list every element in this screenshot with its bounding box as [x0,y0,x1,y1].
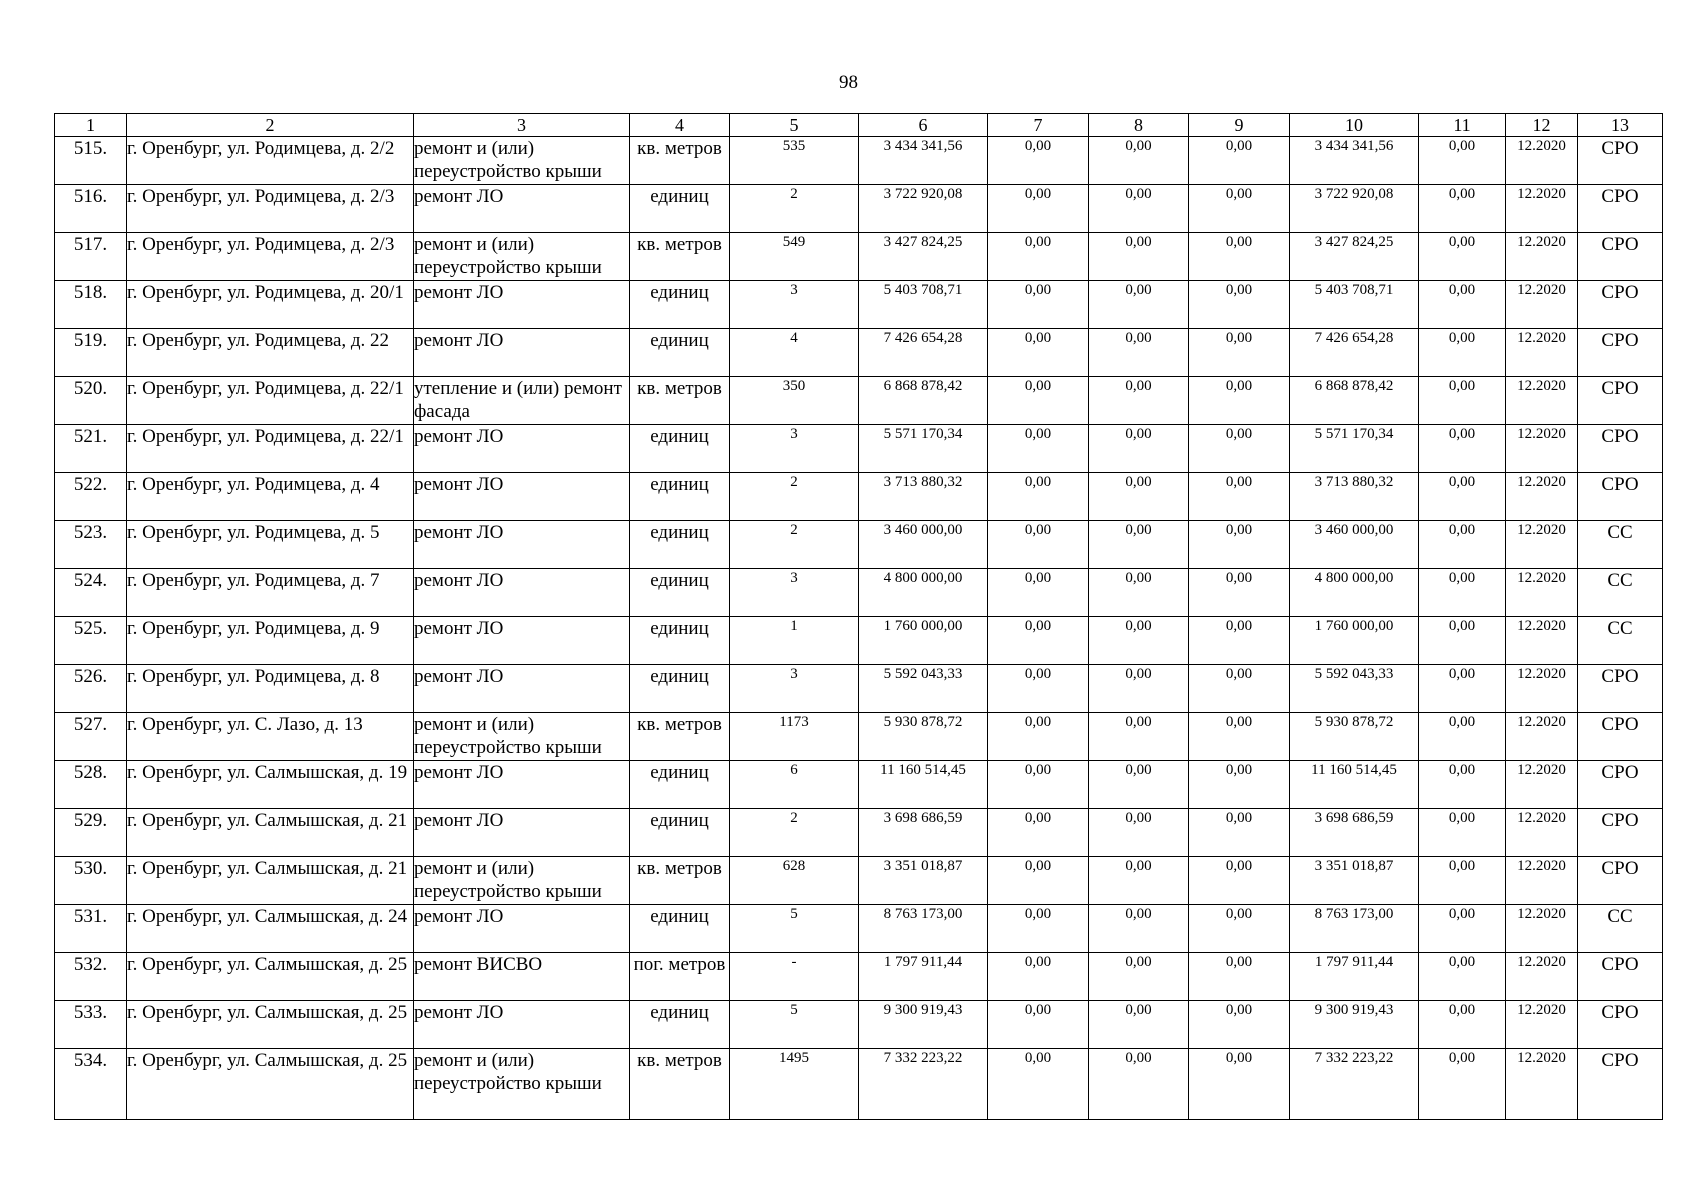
unit-cell: кв. метров [630,137,730,185]
col11-cell: 0,00 [1419,1049,1506,1120]
address-cell: г. Оренбург, ул. Родимцева, д. 22 [127,329,414,377]
quantity-cell: 1495 [730,1049,859,1120]
column-number-cell: 11 [1419,114,1506,137]
column-number-cell: 2 [127,114,414,137]
row-number: 525. [55,617,127,665]
deadline-cell: 12.2020 [1506,521,1578,569]
table-row [55,1049,1663,1120]
address-cell: г. Оренбург, ул. С. Лазо, д. 13 [127,713,414,761]
col7-cell: 0,00 [988,329,1089,377]
total-cost-cell: 4 800 000,00 [859,569,988,617]
total-cost-cell: 3 698 686,59 [859,809,988,857]
column-number-cell: 12 [1506,114,1578,137]
work-type-cell: ремонт ЛО [414,617,630,665]
col11-cell: 0,00 [1419,857,1506,905]
funding-type-cell: СРО [1578,809,1663,857]
total-cost-cell: 3 434 341,56 [859,137,988,185]
address-cell: г. Оренбург, ул. Салмышская, д. 21 [127,809,414,857]
address-cell: г. Оренбург, ул. Родимцева, д. 7 [127,569,414,617]
address-cell: г. Оренбург, ул. Родимцева, д. 20/1 [127,281,414,329]
col11-cell: 0,00 [1419,809,1506,857]
quantity-cell: 2 [730,185,859,233]
quantity-cell: 3 [730,281,859,329]
col8-cell: 0,00 [1089,329,1189,377]
quantity-cell: 4 [730,329,859,377]
deadline-cell: 12.2020 [1506,185,1578,233]
quantity-cell: 5 [730,1001,859,1049]
funding-type-cell: СРО [1578,1001,1663,1049]
address-cell: г. Оренбург, ул. Родимцева, д. 22/1 [127,425,414,473]
work-type-cell: ремонт ЛО [414,521,630,569]
col10-cell: 3 427 824,25 [1290,233,1419,281]
unit-cell: единиц [630,809,730,857]
col11-cell: 0,00 [1419,905,1506,953]
address-cell: г. Оренбург, ул. Родимцева, д. 8 [127,665,414,713]
funding-type-cell: СРО [1578,761,1663,809]
col11-cell: 0,00 [1419,137,1506,185]
col8-cell: 0,00 [1089,473,1189,521]
total-cost-cell: 11 160 514,45 [859,761,988,809]
work-type-cell: ремонт и (или) переустройство крыши [414,137,630,185]
work-type-cell: ремонт ЛО [414,329,630,377]
work-type-cell: ремонт ЛО [414,569,630,617]
col11-cell: 0,00 [1419,425,1506,473]
col7-cell: 0,00 [988,905,1089,953]
col7-cell: 0,00 [988,713,1089,761]
col9-cell: 0,00 [1189,329,1290,377]
column-number-cell: 13 [1578,114,1663,137]
table-row [55,329,1663,377]
col10-cell: 5 930 878,72 [1290,713,1419,761]
col9-cell: 0,00 [1189,665,1290,713]
col8-cell: 0,00 [1089,1001,1189,1049]
address-cell: г. Оренбург, ул. Салмышская, д. 25 [127,1001,414,1049]
col11-cell: 0,00 [1419,377,1506,425]
quantity-cell: 1173 [730,713,859,761]
funding-type-cell: СС [1578,905,1663,953]
work-type-cell: ремонт и (или) переустройство крыши [414,233,630,281]
row-number: 518. [55,281,127,329]
unit-cell: единиц [630,329,730,377]
col10-cell: 5 592 043,33 [1290,665,1419,713]
col11-cell: 0,00 [1419,329,1506,377]
col7-cell: 0,00 [988,617,1089,665]
work-type-cell: ремонт ВИСВО [414,953,630,1001]
quantity-cell: 3 [730,665,859,713]
col8-cell: 0,00 [1089,857,1189,905]
col11-cell: 0,00 [1419,713,1506,761]
col8-cell: 0,00 [1089,377,1189,425]
total-cost-cell: 7 332 223,22 [859,1049,988,1120]
deadline-cell: 12.2020 [1506,761,1578,809]
unit-cell: единиц [630,665,730,713]
work-type-cell: ремонт ЛО [414,425,630,473]
table-row [55,233,1663,281]
col7-cell: 0,00 [988,1049,1089,1120]
col8-cell: 0,00 [1089,137,1189,185]
col7-cell: 0,00 [988,953,1089,1001]
total-cost-cell: 3 427 824,25 [859,233,988,281]
col10-cell: 9 300 919,43 [1290,1001,1419,1049]
address-cell: г. Оренбург, ул. Родимцева, д. 2/2 [127,137,414,185]
unit-cell: кв. метров [630,857,730,905]
total-cost-cell: 5 930 878,72 [859,713,988,761]
unit-cell: единиц [630,569,730,617]
column-number-cell: 10 [1290,114,1419,137]
work-type-cell: ремонт и (или) переустройство крыши [414,1049,630,1120]
funding-type-cell: СС [1578,521,1663,569]
col10-cell: 1 797 911,44 [1290,953,1419,1001]
col9-cell: 0,00 [1189,377,1290,425]
total-cost-cell: 8 763 173,00 [859,905,988,953]
col7-cell: 0,00 [988,1001,1089,1049]
column-number-row [55,114,1663,137]
col9-cell: 0,00 [1189,953,1290,1001]
work-type-cell: ремонт ЛО [414,1001,630,1049]
work-type-cell: утепление и (или) ремонт фасада [414,377,630,425]
unit-cell: единиц [630,521,730,569]
col8-cell: 0,00 [1089,665,1189,713]
table-row [55,521,1663,569]
address-cell: г. Оренбург, ул. Родимцева, д. 4 [127,473,414,521]
col11-cell: 0,00 [1419,473,1506,521]
row-number: 522. [55,473,127,521]
col11-cell: 0,00 [1419,617,1506,665]
deadline-cell: 12.2020 [1506,377,1578,425]
row-number: 521. [55,425,127,473]
work-type-cell: ремонт ЛО [414,281,630,329]
col10-cell: 4 800 000,00 [1290,569,1419,617]
address-cell: г. Оренбург, ул. Родимцева, д. 9 [127,617,414,665]
address-cell: г. Оренбург, ул. Родимцева, д. 22/1 [127,377,414,425]
quantity-cell: 350 [730,377,859,425]
deadline-cell: 12.2020 [1506,617,1578,665]
total-cost-cell: 1 797 911,44 [859,953,988,1001]
total-cost-cell: 3 460 000,00 [859,521,988,569]
address-cell: г. Оренбург, ул. Салмышская, д. 24 [127,905,414,953]
col10-cell: 11 160 514,45 [1290,761,1419,809]
deadline-cell: 12.2020 [1506,473,1578,521]
row-number: 529. [55,809,127,857]
col9-cell: 0,00 [1189,617,1290,665]
table-row [55,809,1663,857]
col8-cell: 0,00 [1089,425,1189,473]
col8-cell: 0,00 [1089,521,1189,569]
quantity-cell: 5 [730,905,859,953]
total-cost-cell: 9 300 919,43 [859,1001,988,1049]
row-number: 524. [55,569,127,617]
row-number: 520. [55,377,127,425]
column-number-cell: 4 [630,114,730,137]
col11-cell: 0,00 [1419,953,1506,1001]
col8-cell: 0,00 [1089,761,1189,809]
deadline-cell: 12.2020 [1506,713,1578,761]
col7-cell: 0,00 [988,425,1089,473]
row-number: 527. [55,713,127,761]
unit-cell: единиц [630,185,730,233]
funding-type-cell: СРО [1578,185,1663,233]
table-row [55,377,1663,425]
work-type-cell: ремонт ЛО [414,905,630,953]
funding-type-cell: СРО [1578,713,1663,761]
funding-type-cell: СС [1578,569,1663,617]
deadline-cell: 12.2020 [1506,953,1578,1001]
col7-cell: 0,00 [988,377,1089,425]
col9-cell: 0,00 [1189,281,1290,329]
col11-cell: 0,00 [1419,569,1506,617]
total-cost-cell: 1 760 000,00 [859,617,988,665]
col8-cell: 0,00 [1089,905,1189,953]
col11-cell: 0,00 [1419,521,1506,569]
col7-cell: 0,00 [988,473,1089,521]
page-number: 98 [839,72,858,93]
work-type-cell: ремонт ЛО [414,185,630,233]
col8-cell: 0,00 [1089,1049,1189,1120]
total-cost-cell: 6 868 878,42 [859,377,988,425]
funding-type-cell: СРО [1578,473,1663,521]
work-type-cell: ремонт ЛО [414,665,630,713]
col11-cell: 0,00 [1419,1001,1506,1049]
row-number: 533. [55,1001,127,1049]
col7-cell: 0,00 [988,569,1089,617]
column-number-cell: 7 [988,114,1089,137]
total-cost-cell: 5 592 043,33 [859,665,988,713]
total-cost-cell: 5 571 170,34 [859,425,988,473]
column-number-cell: 1 [55,114,127,137]
unit-cell: единиц [630,1001,730,1049]
col9-cell: 0,00 [1189,857,1290,905]
table-row [55,281,1663,329]
funding-type-cell: СРО [1578,137,1663,185]
col7-cell: 0,00 [988,761,1089,809]
row-number: 515. [55,137,127,185]
unit-cell: единиц [630,473,730,521]
deadline-cell: 12.2020 [1506,329,1578,377]
quantity-cell: 2 [730,809,859,857]
row-number: 530. [55,857,127,905]
col10-cell: 3 434 341,56 [1290,137,1419,185]
table-row [55,137,1663,185]
deadline-cell: 12.2020 [1506,809,1578,857]
table-row [55,713,1663,761]
col9-cell: 0,00 [1189,569,1290,617]
funding-type-cell: СРО [1578,233,1663,281]
col8-cell: 0,00 [1089,809,1189,857]
work-type-cell: ремонт ЛО [414,473,630,521]
address-cell: г. Оренбург, ул. Салмышская, д. 25 [127,1049,414,1120]
table-row [55,905,1663,953]
unit-cell: единиц [630,617,730,665]
quantity-cell: 549 [730,233,859,281]
deadline-cell: 12.2020 [1506,569,1578,617]
unit-cell: единиц [630,281,730,329]
unit-cell: кв. метров [630,233,730,281]
col7-cell: 0,00 [988,857,1089,905]
funding-type-cell: СРО [1578,281,1663,329]
quantity-cell: 2 [730,473,859,521]
col10-cell: 5 403 708,71 [1290,281,1419,329]
total-cost-cell: 3 713 880,32 [859,473,988,521]
total-cost-cell: 5 403 708,71 [859,281,988,329]
quantity-cell: 1 [730,617,859,665]
col9-cell: 0,00 [1189,521,1290,569]
col9-cell: 0,00 [1189,1001,1290,1049]
unit-cell: кв. метров [630,1049,730,1120]
col8-cell: 0,00 [1089,185,1189,233]
address-cell: г. Оренбург, ул. Родимцева, д. 5 [127,521,414,569]
col8-cell: 0,00 [1089,569,1189,617]
funding-type-cell: СРО [1578,1049,1663,1120]
table-row [55,857,1663,905]
deadline-cell: 12.2020 [1506,665,1578,713]
col10-cell: 3 722 920,08 [1290,185,1419,233]
col8-cell: 0,00 [1089,953,1189,1001]
col11-cell: 0,00 [1419,233,1506,281]
column-number-cell: 6 [859,114,988,137]
col10-cell: 7 426 654,28 [1290,329,1419,377]
row-number: 534. [55,1049,127,1120]
deadline-cell: 12.2020 [1506,1001,1578,1049]
table-body [55,114,1663,1120]
col8-cell: 0,00 [1089,713,1189,761]
col11-cell: 0,00 [1419,761,1506,809]
col10-cell: 6 868 878,42 [1290,377,1419,425]
total-cost-cell: 3 351 018,87 [859,857,988,905]
col10-cell: 1 760 000,00 [1290,617,1419,665]
register-table [54,113,1663,1120]
col10-cell: 8 763 173,00 [1290,905,1419,953]
work-type-cell: ремонт ЛО [414,809,630,857]
table-row [55,1001,1663,1049]
deadline-cell: 12.2020 [1506,857,1578,905]
col11-cell: 0,00 [1419,665,1506,713]
column-number-cell: 3 [414,114,630,137]
deadline-cell: 12.2020 [1506,233,1578,281]
row-number: 526. [55,665,127,713]
funding-type-cell: СРО [1578,329,1663,377]
col11-cell: 0,00 [1419,281,1506,329]
table-row [55,425,1663,473]
deadline-cell: 12.2020 [1506,425,1578,473]
col8-cell: 0,00 [1089,281,1189,329]
col9-cell: 0,00 [1189,185,1290,233]
col10-cell: 3 713 880,32 [1290,473,1419,521]
col10-cell: 3 351 018,87 [1290,857,1419,905]
column-number-cell: 5 [730,114,859,137]
total-cost-cell: 3 722 920,08 [859,185,988,233]
col9-cell: 0,00 [1189,905,1290,953]
col7-cell: 0,00 [988,185,1089,233]
quantity-cell: - [730,953,859,1001]
col11-cell: 0,00 [1419,185,1506,233]
unit-cell: единиц [630,905,730,953]
deadline-cell: 12.2020 [1506,905,1578,953]
deadline-cell: 12.2020 [1506,137,1578,185]
column-number-cell: 8 [1089,114,1189,137]
col7-cell: 0,00 [988,137,1089,185]
row-number: 519. [55,329,127,377]
quantity-cell: 3 [730,569,859,617]
col9-cell: 0,00 [1189,425,1290,473]
table-row [55,953,1663,1001]
address-cell: г. Оренбург, ул. Родимцева, д. 2/3 [127,185,414,233]
col9-cell: 0,00 [1189,233,1290,281]
col8-cell: 0,00 [1089,617,1189,665]
col7-cell: 0,00 [988,665,1089,713]
address-cell: г. Оренбург, ул. Салмышская, д. 25 [127,953,414,1001]
quantity-cell: 6 [730,761,859,809]
col9-cell: 0,00 [1189,713,1290,761]
funding-type-cell: СРО [1578,953,1663,1001]
col7-cell: 0,00 [988,281,1089,329]
total-cost-cell: 7 426 654,28 [859,329,988,377]
table-row [55,569,1663,617]
funding-type-cell: СРО [1578,425,1663,473]
col9-cell: 0,00 [1189,809,1290,857]
funding-type-cell: СС [1578,617,1663,665]
quantity-cell: 628 [730,857,859,905]
quantity-cell: 535 [730,137,859,185]
table-row [55,185,1663,233]
table-row [55,761,1663,809]
col9-cell: 0,00 [1189,137,1290,185]
col7-cell: 0,00 [988,233,1089,281]
funding-type-cell: СРО [1578,377,1663,425]
deadline-cell: 12.2020 [1506,281,1578,329]
unit-cell: единиц [630,761,730,809]
unit-cell: единиц [630,425,730,473]
row-number: 528. [55,761,127,809]
col10-cell: 3 698 686,59 [1290,809,1419,857]
table-row [55,473,1663,521]
quantity-cell: 2 [730,521,859,569]
work-type-cell: ремонт и (или) переустройство крыши [414,857,630,905]
address-cell: г. Оренбург, ул. Салмышская, д. 19 [127,761,414,809]
row-number: 531. [55,905,127,953]
unit-cell: кв. метров [630,377,730,425]
table-row [55,617,1663,665]
col9-cell: 0,00 [1189,473,1290,521]
work-type-cell: ремонт и (или) переустройство крыши [414,713,630,761]
table-row [55,665,1663,713]
row-number: 516. [55,185,127,233]
col10-cell: 5 571 170,34 [1290,425,1419,473]
address-cell: г. Оренбург, ул. Родимцева, д. 2/3 [127,233,414,281]
deadline-cell: 12.2020 [1506,1049,1578,1120]
col10-cell: 3 460 000,00 [1290,521,1419,569]
funding-type-cell: СРО [1578,857,1663,905]
row-number: 517. [55,233,127,281]
col7-cell: 0,00 [988,809,1089,857]
column-number-cell: 9 [1189,114,1290,137]
col7-cell: 0,00 [988,521,1089,569]
work-type-cell: ремонт ЛО [414,761,630,809]
address-cell: г. Оренбург, ул. Салмышская, д. 21 [127,857,414,905]
col9-cell: 0,00 [1189,1049,1290,1120]
quantity-cell: 3 [730,425,859,473]
row-number: 523. [55,521,127,569]
col10-cell: 7 332 223,22 [1290,1049,1419,1120]
unit-cell: кв. метров [630,713,730,761]
col9-cell: 0,00 [1189,761,1290,809]
col8-cell: 0,00 [1089,233,1189,281]
row-number: 532. [55,953,127,1001]
unit-cell: пог. метров [630,953,730,1001]
funding-type-cell: СРО [1578,665,1663,713]
